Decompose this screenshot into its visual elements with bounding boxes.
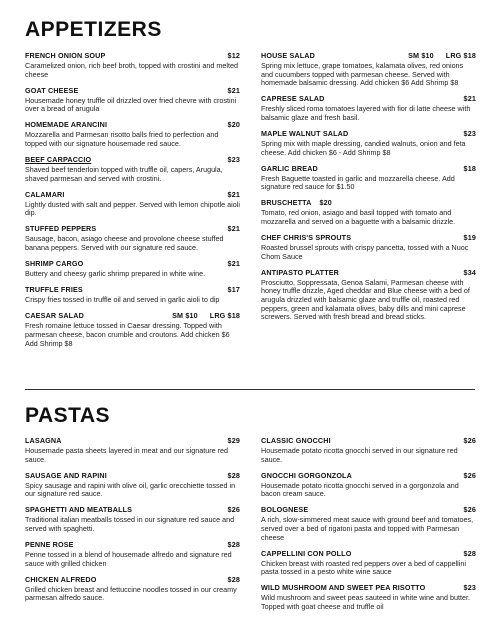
item-description: Tomato, red onion, asiago and basil topped with tomato and mozzarella and served on a baguette with a balsamic drizzle. [261,208,456,226]
item-name: FRENCH ONION SOUP [25,51,106,60]
item-description: Spring mix with maple dressing, candied walnuts, onion and feta cheese. Add chicken $6 - Add Shrimp $8 [261,138,466,157]
item-name: MAPLE WALNUT SALAD [261,128,349,138]
item-price: $28 [227,574,240,584]
pastas-right-column [261,436,476,618]
item-description: Roasted brussel sprouts with crispy pancetta, tossed with a Nuoc Chom Sauce [261,243,469,261]
item-name: CLASSIC GNOCCHI [261,436,331,445]
item-name: CAPPELLINI CON POLLO [261,548,352,558]
menu-item [261,549,476,577]
item-price: $12 [227,51,240,60]
item-description: A rich, slow-simmered meat sauce with ground beef and tomatoes, served over a bed of rigatoni pasta and topped with Parmesan cheese [261,515,474,542]
menu-item [25,311,240,348]
item-name: HOMEMADE ARANCINI [25,120,108,130]
menu-item [261,198,476,226]
item-price: $21 [227,85,240,95]
item-price: $26 [463,505,476,515]
item-price: $34 [463,267,476,277]
item-description: Fresh Baguette toasted in garlic and mozzarella cheese. Add signature red sauce for $1.50 [261,173,455,192]
item-name: CAPRESE SALAD [261,94,325,104]
item-name: SPAGHETTI AND MEATBALLS [25,505,133,515]
item-description: Lightly dusted with salt and pepper. Served with lemon chipotle aioli dip. [25,199,240,218]
item-name: WILD MUSHROOM AND SWEET PEA RISOTTO [261,583,426,593]
pastas-title: PASTAS [25,404,111,427]
item-price: $23 [463,583,476,593]
item-description: Spicy sausage and rapini with olive oil, garlic orecchiette tossed in our signature red sauce. [25,480,236,499]
item-name: GNOCCHI GORGONZOLA [261,470,352,480]
item-price-small: SM $10 [172,311,198,321]
menu-item [261,129,476,157]
item-name: STUFFED PEPPERS [25,224,97,234]
item-name: TRUFFLE FRIES [25,285,83,295]
item-price-large: LRG $18 [209,311,240,321]
appetizers-right-column [261,51,476,328]
item-description: Spring mix lettuce, grape tomatoes, kalamata olives, red onions and cucumbers topped with parmesan cheese. Served with homemade balsamic dressing. Add chicken $6 Add Shrimp $8 [261,61,464,88]
item-price: $20 [319,198,332,208]
item-description: Chicken breast with roasted red peppers over a bed of cappellini pasta tossed in a pesto white wine sauce [261,558,466,577]
item-price: $28 [227,470,240,480]
item-description: Sausage, bacon, asiago cheese and provolone cheese stuffed banana peppers. Served with our signature red sauce. [25,234,224,253]
menu-item [261,436,476,464]
item-name: PENNE ROSE [25,540,74,550]
item-price: $26 [227,505,240,515]
item-description: Prosciutto, Soppressata, Genoa Salami, Parmesan cheese with honey truffle drizzle, Aged cheddar and Blue cheese with a bed of arugula drizzled with balsamic glaze and truffle oil, roasted red peppers, green and kalamata olives, baby dills and mini caprese screwers. Served with fresh bread and bread sticks. [261,277,470,322]
menu-item [25,51,240,79]
item-description: Traditional italian meatballs tossed in our signature red sauce and served with spaghetti. [25,515,235,533]
item-price: $20 [227,120,240,130]
item-description: Grilled chicken breast and fettuccine noodles tossed in our creamy parmesan alfredo sauce. [25,584,237,603]
item-name: BOLOGNESE [261,505,309,515]
menu-item [25,86,240,114]
menu-item [261,471,476,499]
item-description: Housemade honey truffle oil drizzled over fried chevre with crostini over a bread of arugula [25,95,237,114]
item-description: Penne tossed in a blend of housemade alfredo and signature red sauce with grilled chicken [25,550,232,568]
item-name: GARLIC BREAD [261,163,318,173]
item-price-large: LRG $18 [445,51,476,60]
item-description: Freshly sliced roma tomatoes layered with fior di latte cheese with balsamic glaze and fresh basil. [261,104,471,122]
item-name: HOUSE SALAD [261,51,315,60]
item-price: $23 [463,128,476,138]
menu-item [25,575,240,603]
item-description: Mozzarella and Parmesan risotto balls fried to perfection and topped with our signature housemade red sauce. [25,130,219,148]
item-name: CHEF CHRIS'S SPROUTS [261,233,352,243]
item-name: SHRIMP CARGO [25,259,84,269]
item-name: LASAGNA [25,436,62,445]
menu-item [25,120,240,148]
item-description: Wild mushroom and sweet peas sauteed in white wine and butter. Topped with goat cheese and truffle oil [261,593,470,611]
item-price: $21 [227,259,240,269]
item-price: $28 [463,548,476,558]
item-description: Buttery and cheesy garlic shrimp prepared in white wine. [25,269,206,279]
menu-item [261,51,476,88]
menu-item [25,155,240,183]
item-name: CALAMARI [25,189,65,199]
item-description: Crispy fries tossed in truffle oil and served in garlic aioli to dip [25,295,220,305]
item-name: SAUSAGE AND RAPINI [25,470,107,480]
item-price: $21 [463,94,476,104]
item-price: $23 [227,155,240,165]
item-price: $26 [463,470,476,480]
item-name: GOAT CHEESE [25,85,79,95]
item-price: $26 [463,436,476,445]
menu-item [261,233,476,261]
menu-item [25,190,240,218]
appetizers-title: APPETIZERS [25,18,162,41]
item-price: $18 [463,163,476,173]
menu-item [261,583,476,611]
item-description: Housemade potato ricotta gnocchi served in our signature red sauce. [261,446,458,464]
item-description: Shaved beef tenderloin topped with truffle oil, capers, Arugula, shaved parmesan and served with crostini. [25,165,223,183]
menu-item [25,224,240,252]
item-name: ANTIPASTO PLATTER [261,267,340,277]
menu-item [25,436,240,464]
menu-item [25,285,240,305]
item-name: BEEF CARPACCIO [25,155,92,165]
item-description: Housemade potato ricotta gnocchi served in a gorgonzola and bacon cream sauce. [261,480,459,499]
menu-item [261,268,476,322]
item-price: $21 [227,224,240,234]
appetizers-left-column [25,51,240,355]
menu-item [25,505,240,533]
menu-item [25,471,240,499]
item-price: $19 [463,233,476,243]
item-price: $21 [227,189,240,199]
item-name: BRUSCHETTA [261,198,312,208]
pastas-left-column [25,436,240,609]
item-price: $29 [227,436,240,445]
menu-item [261,505,476,542]
item-name: CHICKEN ALFREDO [25,574,97,584]
menu-item [261,164,476,192]
item-name: CAESAR SALAD [25,311,84,321]
menu-item [25,259,240,279]
section-divider [25,389,475,390]
menu-item [261,94,476,122]
menu-item [25,540,240,568]
item-description: Caramelized onion, rich beef broth, topped with crostini and melted cheese [25,61,238,79]
item-price: $17 [227,285,240,295]
item-description: Fresh romaine lettuce tossed in Caesar dressing. Topped with parmesan cheese, bacon crumble and croutons. Add chicken $6 Add Shrimp $8 [25,321,230,348]
item-price: $28 [227,540,240,550]
item-description: Housemade pasta sheets layered in meat and our signature red sauce. [25,446,228,464]
item-price-small: SM $10 [408,51,434,60]
